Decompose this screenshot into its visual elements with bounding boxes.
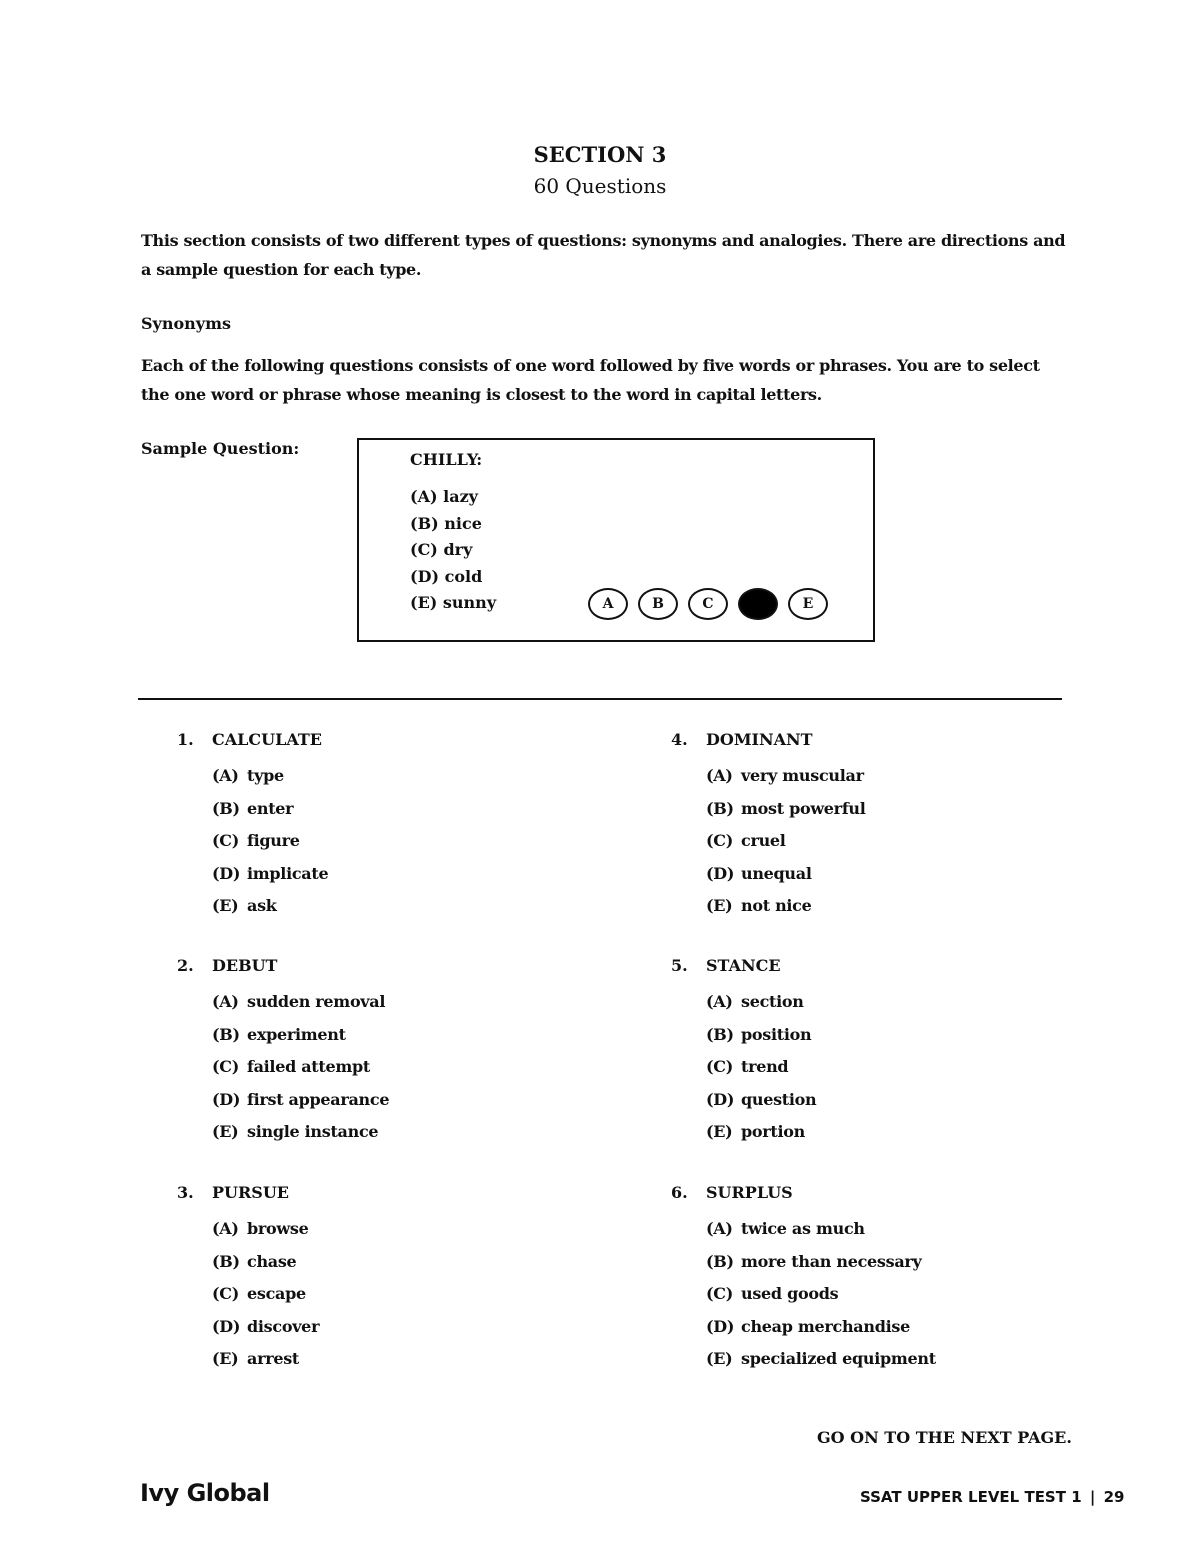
sample-choice: (D) cold bbox=[410, 566, 483, 586]
choice-letter: (D) bbox=[212, 1089, 241, 1109]
choice-letter: (A) bbox=[212, 992, 239, 1011]
choice-letter: (C) bbox=[706, 1284, 733, 1303]
choice-text: experiment bbox=[247, 1024, 346, 1044]
choice-text: specialized equipment bbox=[741, 1349, 936, 1368]
answer-bubble-d bbox=[738, 588, 778, 620]
answer-choice bbox=[212, 1343, 319, 1376]
synonyms-directions: Each of the following questions consists of one word followed by five words or phrases. You are to select the one word or phrase whose meaning is closest to the word in capital letters. bbox=[141, 356, 1040, 404]
answer-choice bbox=[212, 1019, 389, 1052]
sample-choices bbox=[410, 484, 496, 617]
choice-text: implicate bbox=[247, 863, 329, 883]
choice-letter: (E) bbox=[212, 1122, 239, 1141]
sample-question-box bbox=[357, 438, 875, 642]
choice-letter: (B) bbox=[212, 1024, 240, 1044]
answer-choice bbox=[706, 986, 816, 1019]
answer-choice bbox=[212, 1311, 319, 1344]
choice-letter: (D) bbox=[706, 1089, 735, 1109]
answer-choice bbox=[706, 1246, 936, 1279]
choice-letter: (E) bbox=[706, 1349, 733, 1368]
choice-letter: (B) bbox=[212, 1251, 240, 1271]
choice-text: trend bbox=[741, 1057, 789, 1076]
page-number: 29 bbox=[1103, 1488, 1125, 1506]
choice-letter: (C) bbox=[212, 831, 239, 850]
answer-choice bbox=[706, 1278, 936, 1311]
choice-letter: (B) bbox=[706, 1024, 734, 1044]
answer-choice bbox=[706, 793, 866, 826]
answer-choice bbox=[706, 1213, 936, 1246]
footer-separator: | bbox=[1089, 1488, 1096, 1506]
sample-choice: (C) dry bbox=[410, 540, 473, 559]
choice-letter: (C) bbox=[212, 1057, 239, 1076]
page-footer bbox=[860, 1488, 1124, 1506]
answer-choice bbox=[212, 1278, 319, 1311]
choice-letter: (A) bbox=[212, 766, 239, 785]
choice-text: ask bbox=[247, 896, 277, 915]
answer-choice bbox=[212, 858, 328, 891]
choice-text: used goods bbox=[741, 1284, 839, 1303]
choice-text: not nice bbox=[741, 896, 812, 915]
answer-bubble-e: E bbox=[788, 588, 828, 620]
choice-text: failed attempt bbox=[247, 1057, 370, 1076]
choice-text: sudden removal bbox=[247, 992, 386, 1011]
choice-letter: (A) bbox=[212, 1219, 239, 1238]
brand-logo: Ivy Global bbox=[140, 1479, 270, 1507]
answer-choice bbox=[212, 1116, 389, 1149]
choice-text: arrest bbox=[247, 1349, 300, 1368]
choice-text: single instance bbox=[247, 1122, 379, 1141]
answer-choice bbox=[706, 890, 866, 923]
question-number: 4. bbox=[671, 730, 688, 749]
choice-text: enter bbox=[247, 798, 294, 818]
section-intro: This section consists of two different types of questions: synonyms and analogies. There are directions and a sample question for each type. bbox=[141, 231, 1066, 279]
test-name: SSAT UPPER LEVEL TEST 1 bbox=[860, 1488, 1082, 1506]
choice-letter: (B) bbox=[706, 1251, 734, 1271]
section-question-count: 60 Questions bbox=[533, 174, 667, 198]
choice-letter: (A) bbox=[706, 1219, 733, 1238]
choice-letter: (D) bbox=[212, 863, 241, 883]
choice-letter: (A) bbox=[706, 992, 733, 1011]
answer-choices bbox=[212, 986, 389, 1149]
sample-choice: (B) nice bbox=[410, 513, 482, 533]
choice-letter: (B) bbox=[212, 798, 240, 818]
choice-text: cheap merchandise bbox=[741, 1316, 910, 1336]
answer-choice bbox=[706, 1019, 816, 1052]
question-number: 3. bbox=[177, 1183, 194, 1202]
answer-choice bbox=[706, 1311, 936, 1344]
answer-choice bbox=[706, 1116, 816, 1149]
section-title: SECTION 3 bbox=[533, 142, 667, 167]
choice-text: portion bbox=[741, 1122, 805, 1141]
choice-letter: (C) bbox=[212, 1284, 239, 1303]
section-divider bbox=[138, 698, 1062, 700]
answer-choice bbox=[706, 1343, 936, 1376]
question-number: 5. bbox=[671, 956, 688, 975]
choice-letter: (D) bbox=[706, 863, 735, 883]
question-word: DOMINANT bbox=[706, 730, 813, 749]
choice-letter: (E) bbox=[212, 1349, 239, 1368]
answer-choice bbox=[212, 1084, 389, 1117]
synonyms-heading: Synonyms bbox=[141, 314, 232, 333]
answer-choice bbox=[706, 825, 866, 858]
choice-letter: (D) bbox=[212, 1316, 241, 1336]
choice-letter: (D) bbox=[706, 1316, 735, 1336]
sample-choice: (A) lazy bbox=[410, 487, 478, 506]
answer-choice bbox=[706, 858, 866, 891]
answer-choice bbox=[212, 760, 328, 793]
sample-word: CHILLY: bbox=[410, 450, 483, 469]
choice-letter: (C) bbox=[706, 831, 733, 850]
choice-letter: (E) bbox=[212, 896, 239, 915]
answer-bubble-a: A bbox=[588, 588, 628, 620]
choice-letter: (A) bbox=[706, 766, 733, 785]
choice-text: chase bbox=[247, 1251, 297, 1271]
choice-text: figure bbox=[247, 831, 300, 850]
question-word: CALCULATE bbox=[212, 730, 322, 749]
choice-letter: (E) bbox=[706, 896, 733, 915]
question-word: SURPLUS bbox=[706, 1183, 793, 1202]
question-number: 1. bbox=[177, 730, 194, 749]
choice-text: discover bbox=[247, 1316, 320, 1336]
answer-choices bbox=[212, 760, 328, 923]
answer-bubble-b: B bbox=[638, 588, 678, 620]
choice-text: unequal bbox=[741, 863, 812, 883]
choice-text: position bbox=[741, 1024, 812, 1044]
question-word: STANCE bbox=[706, 956, 781, 975]
answer-choice bbox=[212, 793, 328, 826]
answer-choice bbox=[212, 1246, 319, 1279]
answer-choice bbox=[212, 1051, 389, 1084]
answer-bubble-c: C bbox=[688, 588, 728, 620]
answer-choice bbox=[706, 1051, 816, 1084]
answer-choices bbox=[706, 1213, 936, 1376]
sample-choice: (E) sunny bbox=[410, 593, 497, 612]
choice-text: question bbox=[741, 1089, 817, 1109]
question-number: 2. bbox=[177, 956, 194, 975]
choice-text: twice as much bbox=[741, 1219, 865, 1238]
sample-question-label: Sample Question: bbox=[141, 439, 300, 458]
answer-choices bbox=[212, 1213, 319, 1376]
answer-choice bbox=[212, 825, 328, 858]
choice-text: section bbox=[741, 992, 804, 1011]
go-on-notice: GO ON TO THE NEXT PAGE. bbox=[817, 1428, 1072, 1447]
answer-choice bbox=[212, 986, 389, 1019]
choice-text: cruel bbox=[741, 831, 786, 850]
choice-letter: (E) bbox=[706, 1122, 733, 1141]
choice-letter: (B) bbox=[706, 798, 734, 818]
choice-text: most powerful bbox=[741, 798, 866, 818]
choice-letter: (C) bbox=[706, 1057, 733, 1076]
question-word: PURSUE bbox=[212, 1183, 289, 1202]
answer-choices bbox=[706, 986, 816, 1149]
answer-choice bbox=[212, 1213, 319, 1246]
choice-text: escape bbox=[247, 1284, 306, 1303]
choice-text: more than necessary bbox=[741, 1251, 922, 1271]
answer-choice bbox=[706, 760, 866, 793]
question-number: 6. bbox=[671, 1183, 688, 1202]
choice-text: very muscular bbox=[741, 766, 864, 785]
answer-choice bbox=[706, 1084, 816, 1117]
choice-text: first appearance bbox=[247, 1089, 390, 1109]
question-word: DEBUT bbox=[212, 956, 278, 975]
answer-choice bbox=[212, 890, 328, 923]
answer-choices bbox=[706, 760, 866, 923]
choice-text: browse bbox=[247, 1219, 309, 1238]
choice-text: type bbox=[247, 766, 284, 785]
